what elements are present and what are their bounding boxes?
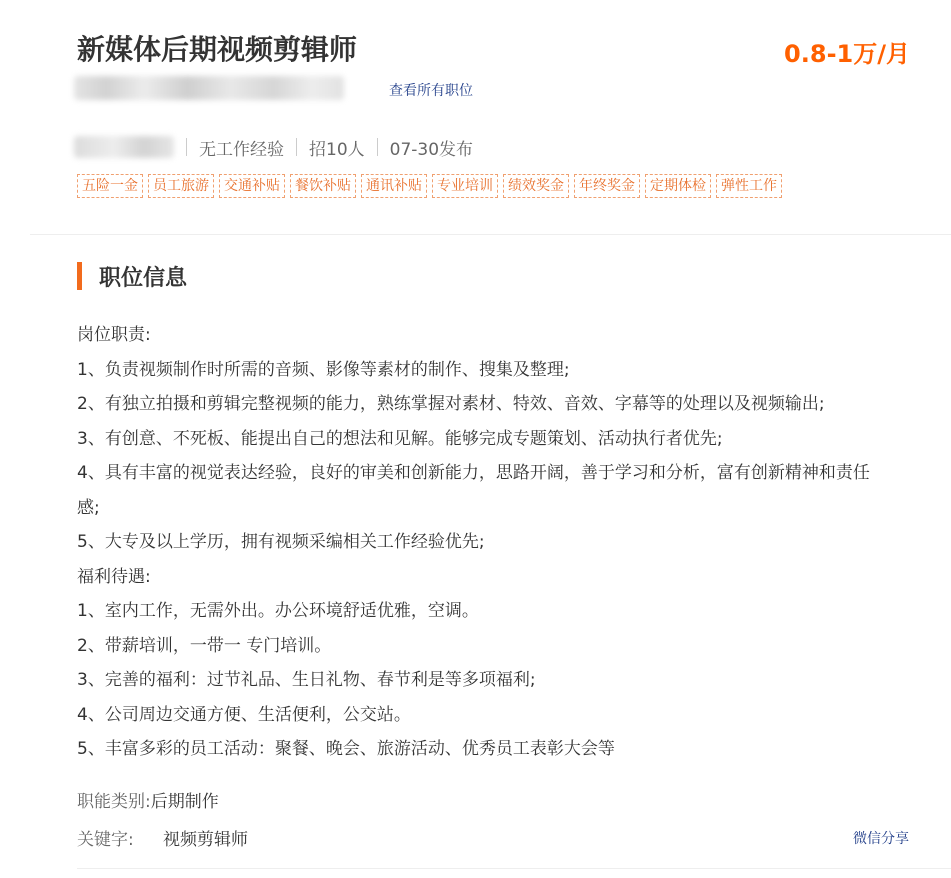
experience-requirement: 无工作经验 [199,139,284,160]
description-line: 5、丰富多彩的员工活动：聚餐、晚会、旅游活动、优秀员工表彰大会等 [77,739,615,759]
section-header [77,262,187,290]
function-category-label: 职能类别: [77,791,151,812]
section-divider [30,234,951,235]
keywords-row [77,824,248,850]
bottom-divider [77,868,951,869]
description-line: 2、带薪培训，一带一 专门培训。 [77,635,332,656]
wechat-share-link[interactable]: 微信分享 [853,831,909,847]
welfare-tag: 五险一金 [77,174,143,198]
section-accent-bar [77,262,82,290]
description-line: 福利待遇: [77,566,151,587]
welfare-tag: 专业培训 [432,174,498,198]
welfare-tag: 通讯补贴 [361,174,427,198]
description-line: 3、完善的福利：过节礼品、生日礼物、春节利是等多项福利; [77,670,536,690]
description-line: 3、有创意、不死板、能提出自己的想法和见解。能够完成专题策划、活动执行者优先; [77,428,723,449]
meta-divider [296,138,297,156]
function-category-row [77,786,219,812]
job-title: 新媒体后期视频剪辑师 [77,33,358,66]
job-meta-row [74,132,473,162]
description-line: 4、具有丰富的视觉表达经验，良好的审美和创新能力，思路开阔，善于学习和分析，富有创新精神和责任 [77,463,870,483]
welfare-tag: 绩效奖金 [503,174,569,198]
job-description [77,318,903,767]
meta-divider [186,138,187,156]
welfare-tag: 弹性工作 [716,174,782,198]
publish-date: 07-30发布 [389,139,474,160]
description-line: 2、有独立拍摄和剪辑完整视频的能力，熟练掌握对素材、特效、音效、字幕等的处理以及视频输出; [77,394,825,414]
welfare-tag: 交通补贴 [219,174,285,198]
description-line: 1、负责视频制作时所需的音频、影像等素材的制作、搜集及整理; [77,359,570,380]
section-title: 职位信息 [99,265,188,291]
headcount: 招10人 [309,139,365,160]
welfare-tag: 餐饮补贴 [290,174,356,198]
welfare-tag: 年终奖金 [574,174,640,198]
keywords-label: 关键字: [77,829,134,850]
welfare-tag: 定期体检 [645,174,711,198]
salary: 0.8-1万/月 [784,40,910,68]
meta-divider [377,138,378,156]
description-line: 1、室内工作，无需外出。办公环境舒适优雅，空调。 [77,601,479,621]
description-line: 感; [77,497,100,518]
description-line: 4、公司周边交通方便、生活便利，公交站。 [77,704,411,725]
function-category-value[interactable]: 后期制作 [150,791,219,812]
description-line: 5、大专及以上学历，拥有视频采编相关工作经验优先; [77,532,485,552]
location-redacted [74,136,174,158]
keywords-value[interactable]: 视频剪辑师 [163,829,248,850]
welfare-tag: 员工旅游 [148,174,214,198]
view-all-positions-link[interactable]: 查看所有职位 [389,83,473,99]
company-name-redacted[interactable] [74,76,344,100]
welfare-tags [77,174,782,198]
description-line: 岗位职责: [77,325,151,345]
